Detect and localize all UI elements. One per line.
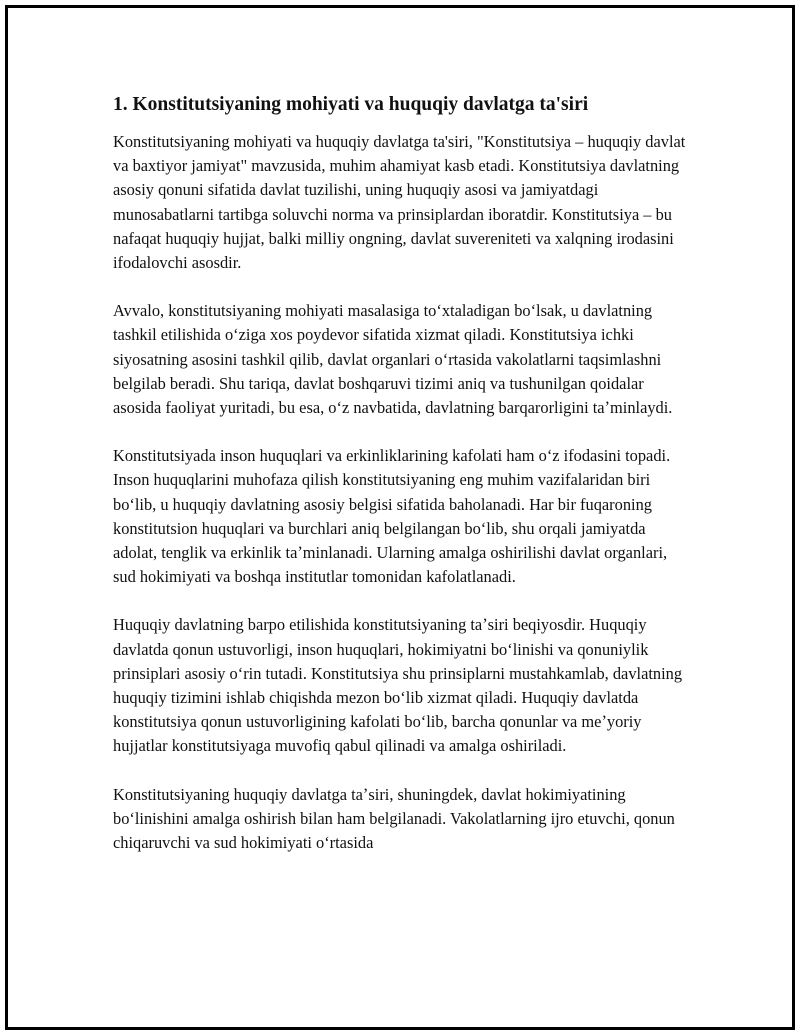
paragraph-3: Konstitutsiyada inson huquqlari va erkinliklarining kafolati ham oʻz ifodasini topadi. Inson huquqlarini muhofaza qilish konstitutsiyaning eng muhim vazifalaridan biri boʻlib, u huquqiy davlatning asosiy belgisi sifatida baholanadi. Har bir fuqaroning konstitutsion huquqlari va burchlari aniq belgilangan boʻlib, shu orqali jamiyatda adolat, tenglik va erkinlik taʼminlanadi. Ularning amalga oshirilishi davlat organlari, sud hokimiyati va boshqa institutlar tomonidan kafolatlanadi. (113, 446, 671, 587)
section-heading: 1. Konstitutsiyaning mohiyati va huquqiy davlatga ta'siri (113, 94, 589, 115)
paragraph-5: Konstitutsiyaning huquqiy davlatga taʼsiri, shuningdek, davlat hokimiyatining boʻlinishini amalga oshirish bilan ham belgilanadi. Vakolatlarning ijro etuvchi, qonun chiqaruvchi va sud hokimiyati oʻrtasida (113, 784, 675, 853)
paragraph-4: Huquqiy davlatning barpo etilishida konstitutsiyaning taʼsiri beqiyosdir. Huquqiy davlatda qonun ustuvorligi, inson huquqlari, hokimiyatni boʻlinishi va qonuniylik prinsiplari asosiy oʻrin tutadi. Konstitutsiya shu prinsiplarni mustahkamlab, davlatning huquqiy tizimini ishlab chiqishda mezon boʻlib xizmat qiladi. Huquqiy davlatda konstitutsiya qonun ustuvorligining kafolati boʻlib, barcha qonunlar va meʼyoriy hujjatlar konstitutsiyaga muvofiq qabul qilinadi va amalga oshiriladi. (113, 615, 683, 756)
paragraph-1: Konstitutsiyaning mohiyati va huquqiy davlatga ta'siri, "Konstitutsiya – huquqiy davlat va baxtiyor jamiyat" mavzusida, muhim ahamiyat kasb etadi. Konstitutsiya davlatning asosiy qonuni sifatida davlat tuzilishi, uning huquqiy asosi va jamiyatdagi munosabatlarni tartibga soluvchi norma va prinsiplardan iboratdir. Konstitutsiya – bu nafaqat huquqiy hujjat, balki milliy ongning, davlat suvereniteti va xalqning irodasini ifodalovchi asosdir. (113, 132, 686, 273)
paragraph-2: Avvalo, konstitutsiyaning mohiyati masalasiga toʻxtaladigan boʻlsak, u davlatning tashkil etilishida oʻziga xos poydevor sifatida xizmat qiladi. Konstitutsiya ichki siyosatning asosini tashkil qilib, davlat organlari oʻrtasida vakolatlarni taqsimlashni belgilab beradi. Shu tariqa, davlat boshqaruvi tizimi aniq va tushunilgan qoidalar asosida faoliyat yuritadi, bu esa, oʻz navbatida, davlatning barqarorligini taʼminlaydi. (113, 301, 673, 418)
document-body (113, 92, 688, 879)
